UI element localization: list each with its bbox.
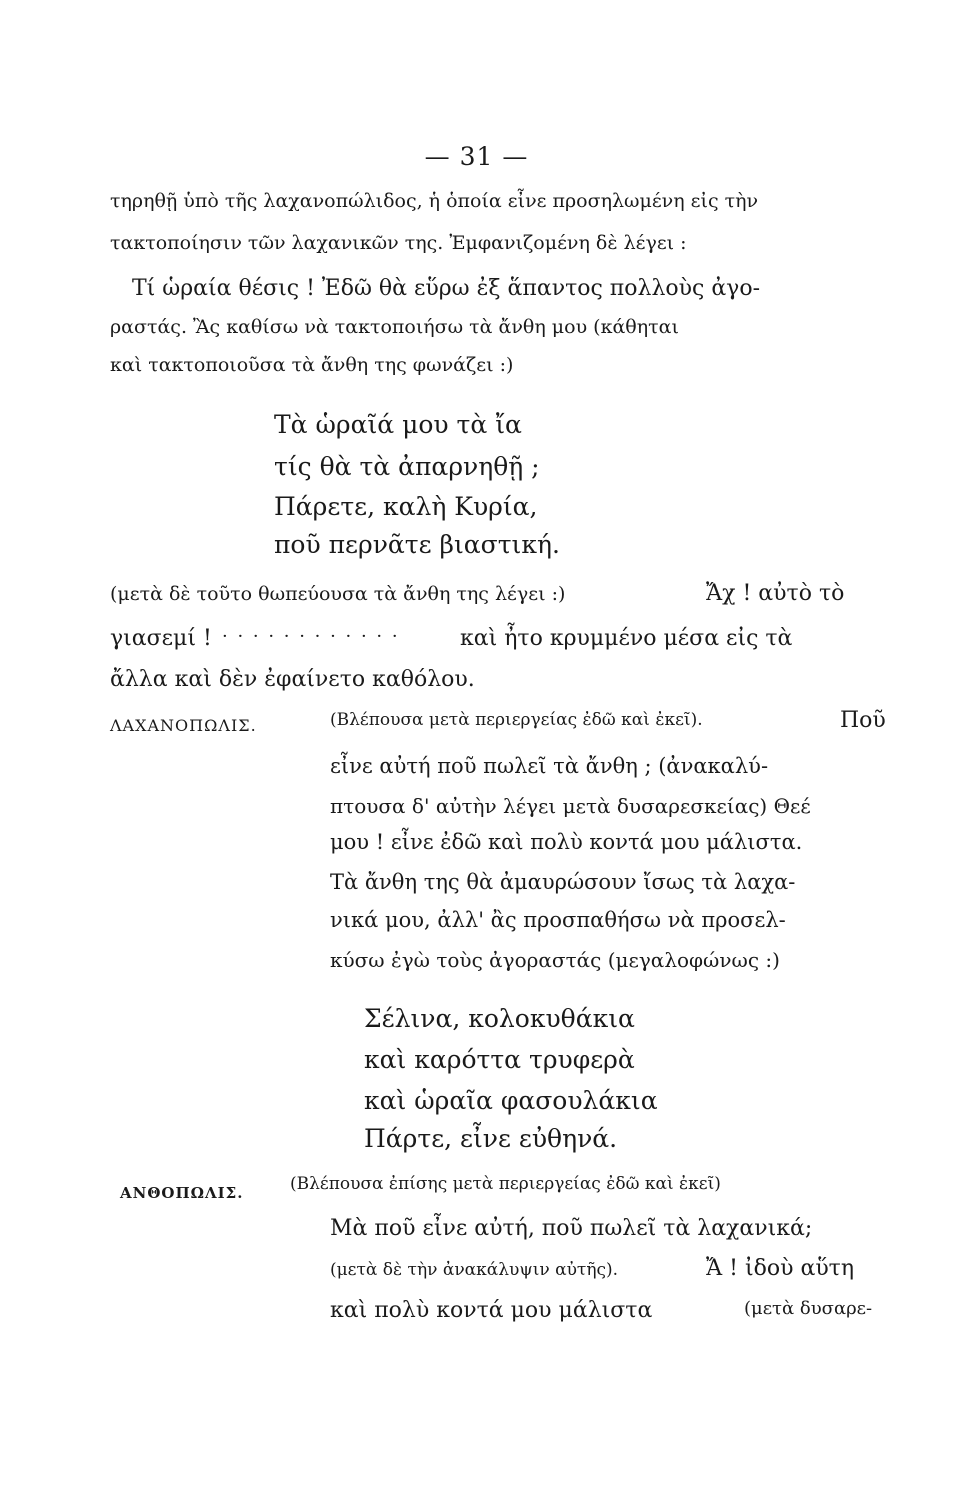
page-number: — 31 — <box>424 142 529 171</box>
text-line: ραστάς. Ἂς καθίσω νὰ τακτοποιήσω τὰ ἄνθη μου (κάθηται <box>110 316 679 338</box>
verse-line: Τὰ ὡραῖά μου τὰ ἴα <box>274 410 522 439</box>
verse-line: καὶ ὡραῖα φασουλάκια <box>364 1086 658 1115</box>
text-line: μου ! εἶνε ἐδῶ καὶ πολὺ κοντά μου μάλιστα. <box>330 830 803 854</box>
stage-direction: (Βλέπουσα μετὰ περιεργείας ἐδῶ καὶ ἐκεῖ). <box>330 710 703 730</box>
verse-line: τίς θὰ τὰ ἀπαρνηθῇ ; <box>274 452 540 481</box>
text-line: ἄλλα καὶ δὲν ἐφαίνετο καθόλου. <box>110 667 475 692</box>
verse-line: Πάρτε, εἶνε εὐθηνά. <box>364 1124 618 1153</box>
verse-line: καὶ καρόττα τρυφερὰ <box>364 1045 635 1074</box>
verse-line: Πάρετε, καλὴ Κυρία, <box>274 492 538 521</box>
text-line: Τὰ ἄνθη της θὰ ἀμαυρώσουν ἴσως τὰ λαχα- <box>330 870 796 894</box>
text-line: Ἄχ ! αὐτὸ τὸ <box>706 581 845 606</box>
stage-direction: (μετὰ δὲ τοῦτο θωπεύουσα τὰ ἄνθη της λέγει :) <box>110 583 566 605</box>
text-line: Ἄ ! ἰδοὺ αὕτη <box>706 1256 855 1281</box>
text-line: Ποῦ <box>840 708 886 733</box>
text-line: Μὰ ποῦ εἶνε αὐτή, ποῦ πωλεῖ τὰ λαχανικά; <box>330 1216 813 1241</box>
text-line: γιασεμί ! <box>110 626 212 651</box>
text-line: Τί ὡραία θέσις ! Ἐδῶ θὰ εὕρω ἐξ ἅπαντος πολλοὺς ἀγο- <box>132 276 761 301</box>
text-line: κύσω ἐγὼ τοὺς ἀγοραστάς (μεγαλοφώνως :) <box>330 948 780 972</box>
ellipsis-dots: · · · · · · · · · · · · <box>222 626 400 647</box>
text-line: εἶνε αὐτή ποῦ πωλεῖ τὰ ἄνθη ; (ἀνακαλύ- <box>330 754 769 778</box>
verse-line: Σέλινα, κολοκυθάκια <box>364 1004 635 1033</box>
verse-line: ποῦ περνᾶτε βιαστική. <box>274 530 560 559</box>
text-line: νικά μου, ἀλλ' ἂς προσπαθήσω νὰ προσελ- <box>330 908 786 932</box>
stage-direction: (Βλέπουσα ἐπίσης μετὰ περιεργείας ἐδῶ καὶ ἐκεῖ) <box>290 1174 721 1194</box>
speaker-name: ΛΑΧΑΝΟΠΩΛΙΣ. <box>110 716 257 735</box>
text-line: πτουσα δ' αὐτὴν λέγει μετὰ δυσαρεσκείας) Θεέ <box>330 794 811 818</box>
text-line: καὶ πολὺ κοντά μου μάλιστα <box>330 1298 653 1323</box>
text-line: τακτοποίησιν τῶν λαχανικῶν της. Ἐμφανιζομένη δὲ λέγει : <box>110 232 687 254</box>
stage-direction: (μετὰ δὲ τὴν ἀνακάλυψιν αὐτῆς). <box>330 1260 619 1280</box>
text-line: καὶ ἦτο κρυμμένο μέσα εἰς τὰ <box>460 626 793 651</box>
text-line: καὶ τακτοποιοῦσα τὰ ἄνθη της φωνάζει :) <box>110 354 514 376</box>
text-line: τηρηθῇ ὑπὸ τῆς λαχανοπώλιδος, ἡ ὁποία εἶνε προσηλωμένη εἰς τὴν <box>110 190 759 212</box>
speaker-name: ΑΝΘΟΠΩΛΙΣ. <box>120 1184 244 1202</box>
stage-direction: (μετὰ δυσαρε- <box>744 1298 873 1319</box>
